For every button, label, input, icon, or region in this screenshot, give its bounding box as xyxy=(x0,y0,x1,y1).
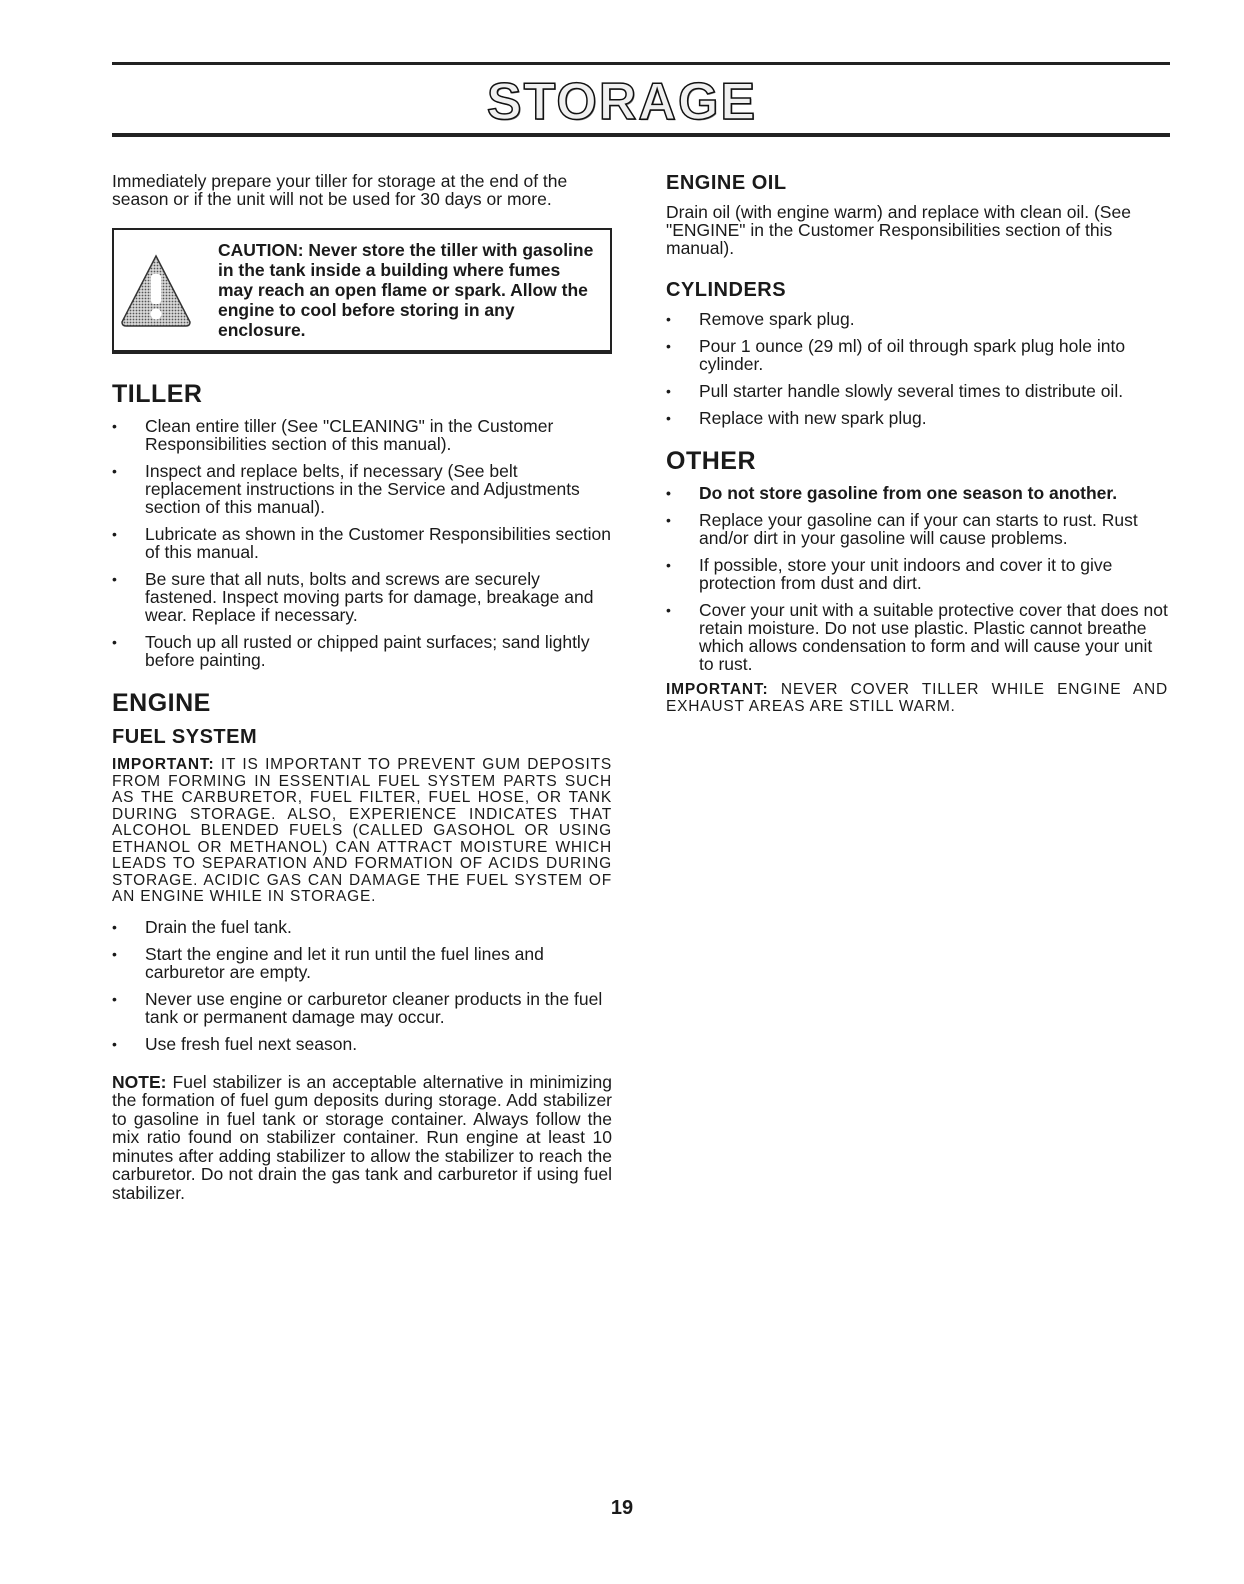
list-item: • If possible, store your unit indoors and cover it to give protection from dust and dirt. xyxy=(666,556,1168,592)
list-item: • Clean entire tiller (See "CLEANING" in the Customer Responsibilities section of this manual). xyxy=(112,417,612,453)
important-label: IMPORTANT: xyxy=(666,681,769,698)
bottom-rule xyxy=(112,133,1170,137)
warning-triangle-icon xyxy=(120,252,192,328)
important-body: NEVER COVER TILLER WHILE ENGINE AND EXHAUST AREAS ARE STILL WARM. xyxy=(666,681,1168,715)
caution-text: CAUTION: Never store the tiller with gasoline in the tank inside a building where fumes may reach an open flame or spark. Allow the engine to cool before storing in any enclosure. xyxy=(218,240,594,340)
engine-oil-text: Drain oil (with engine warm) and replace with clean oil. (See "ENGINE" in the Customer Responsibilities section of this manual). xyxy=(666,202,1131,258)
list-item: • Pour 1 ounce (29 ml) of oil through spark plug hole into cylinder. xyxy=(666,337,1168,373)
list-item: • Drain the fuel tank. xyxy=(112,918,612,936)
important-label: IMPORTANT: xyxy=(112,756,215,773)
note-body: Fuel stabilizer is an acceptable alternative in minimizing the formation of fuel gum deposits during storage. Add stabilizer to gasoline in fuel tank or storage container. Always follow the mix ratio found on stabilizer container. Run engine at least 10 minutes after adding stabilizer to allow the stabilizer to reach the carburetor. Do not drain the gas tank and carburetor if using fuel stabilizer. xyxy=(112,1071,612,1203)
list-item: • Start the engine and let it run until the fuel lines and carburetor are empty. xyxy=(112,945,612,981)
list-item: • Replace with new spark plug. xyxy=(666,409,1168,427)
fuel-note xyxy=(112,1073,612,1203)
fuel-system-heading: FUEL SYSTEM xyxy=(112,726,258,748)
tiller-list xyxy=(112,417,612,669)
page-number: 19 xyxy=(610,1497,634,1519)
list-item: • Lubricate as shown in the Customer Responsibilities section of this manual. xyxy=(112,525,612,561)
cylinders-list xyxy=(666,310,1168,427)
other-list xyxy=(666,484,1168,673)
tiller-heading: TILLER xyxy=(112,380,203,408)
note-label: NOTE: xyxy=(112,1071,167,1092)
list-item: • Cover your unit with a suitable protective cover that does not retain moisture. Do not use plastic. Plastic cannot breathe which allows condensation to form and will cause your unit to rust. xyxy=(666,601,1168,673)
important-body: IT IS IMPORTANT TO PREVENT GUM DEPOSITS FROM FORMING IN ESSENTIAL FUEL SYSTEM PARTS SUCH AS THE CARBURETOR, FUEL FILTER, FUEL HOSE, OR TANK DURING STORAGE. ALSO, EXPERIENCE INDICATES THAT ALCOHOL BLENDED FUELS (CALLED GASOHOL OR USING ETHANOL OR METHANOL) CAN ATTRACT MOISTURE WHICH LEADS TO SEPARATION AND FORMATION OF ACIDS DURING STORAGE. ACIDIC GAS CAN DAMAGE THE FUEL SYSTEM OF AN ENGINE WHILE IN STORAGE. xyxy=(112,756,612,905)
left-column xyxy=(112,172,612,1202)
page-title: STORAGE xyxy=(486,73,758,131)
list-item: • Inspect and replace belts, if necessary (See belt replacement instructions in the Service and Adjustments section of this manual). xyxy=(112,462,612,516)
engine-heading: ENGINE xyxy=(112,689,211,717)
engine-oil-heading: ENGINE OIL xyxy=(666,172,787,194)
list-item: • Be sure that all nuts, bolts and screws are securely fastened. Inspect moving parts for damage, breakage and wear. Replace if necessary. xyxy=(112,570,612,624)
list-item: • Use fresh fuel next season. xyxy=(112,1035,612,1053)
caution-box xyxy=(112,228,612,354)
list-item: • Never use engine or carburetor cleaner products in the fuel tank or permanent damage may occur. xyxy=(112,990,612,1026)
fuel-important-text xyxy=(112,757,612,906)
cylinders-heading: CYLINDERS xyxy=(666,279,787,301)
fuel-system-list xyxy=(112,918,612,1053)
other-heading: OTHER xyxy=(666,447,756,475)
other-important-text xyxy=(666,682,1168,715)
intro-text: Immediately prepare your tiller for storage at the end of the season or if the unit will not be used for 30 days or more. xyxy=(112,171,568,209)
list-item: • Do not store gasoline from one season to another. xyxy=(666,484,1168,502)
list-item: • Touch up all rusted or chipped paint surfaces; sand lightly before painting. xyxy=(112,633,612,669)
list-item: • Remove spark plug. xyxy=(666,310,1168,328)
top-rule xyxy=(112,62,1170,65)
list-item: • Replace your gasoline can if your can starts to rust. Rust and/or dirt in your gasoline will cause problems. xyxy=(666,511,1168,547)
list-item: • Pull starter handle slowly several times to distribute oil. xyxy=(666,382,1168,400)
right-column xyxy=(666,172,1168,727)
